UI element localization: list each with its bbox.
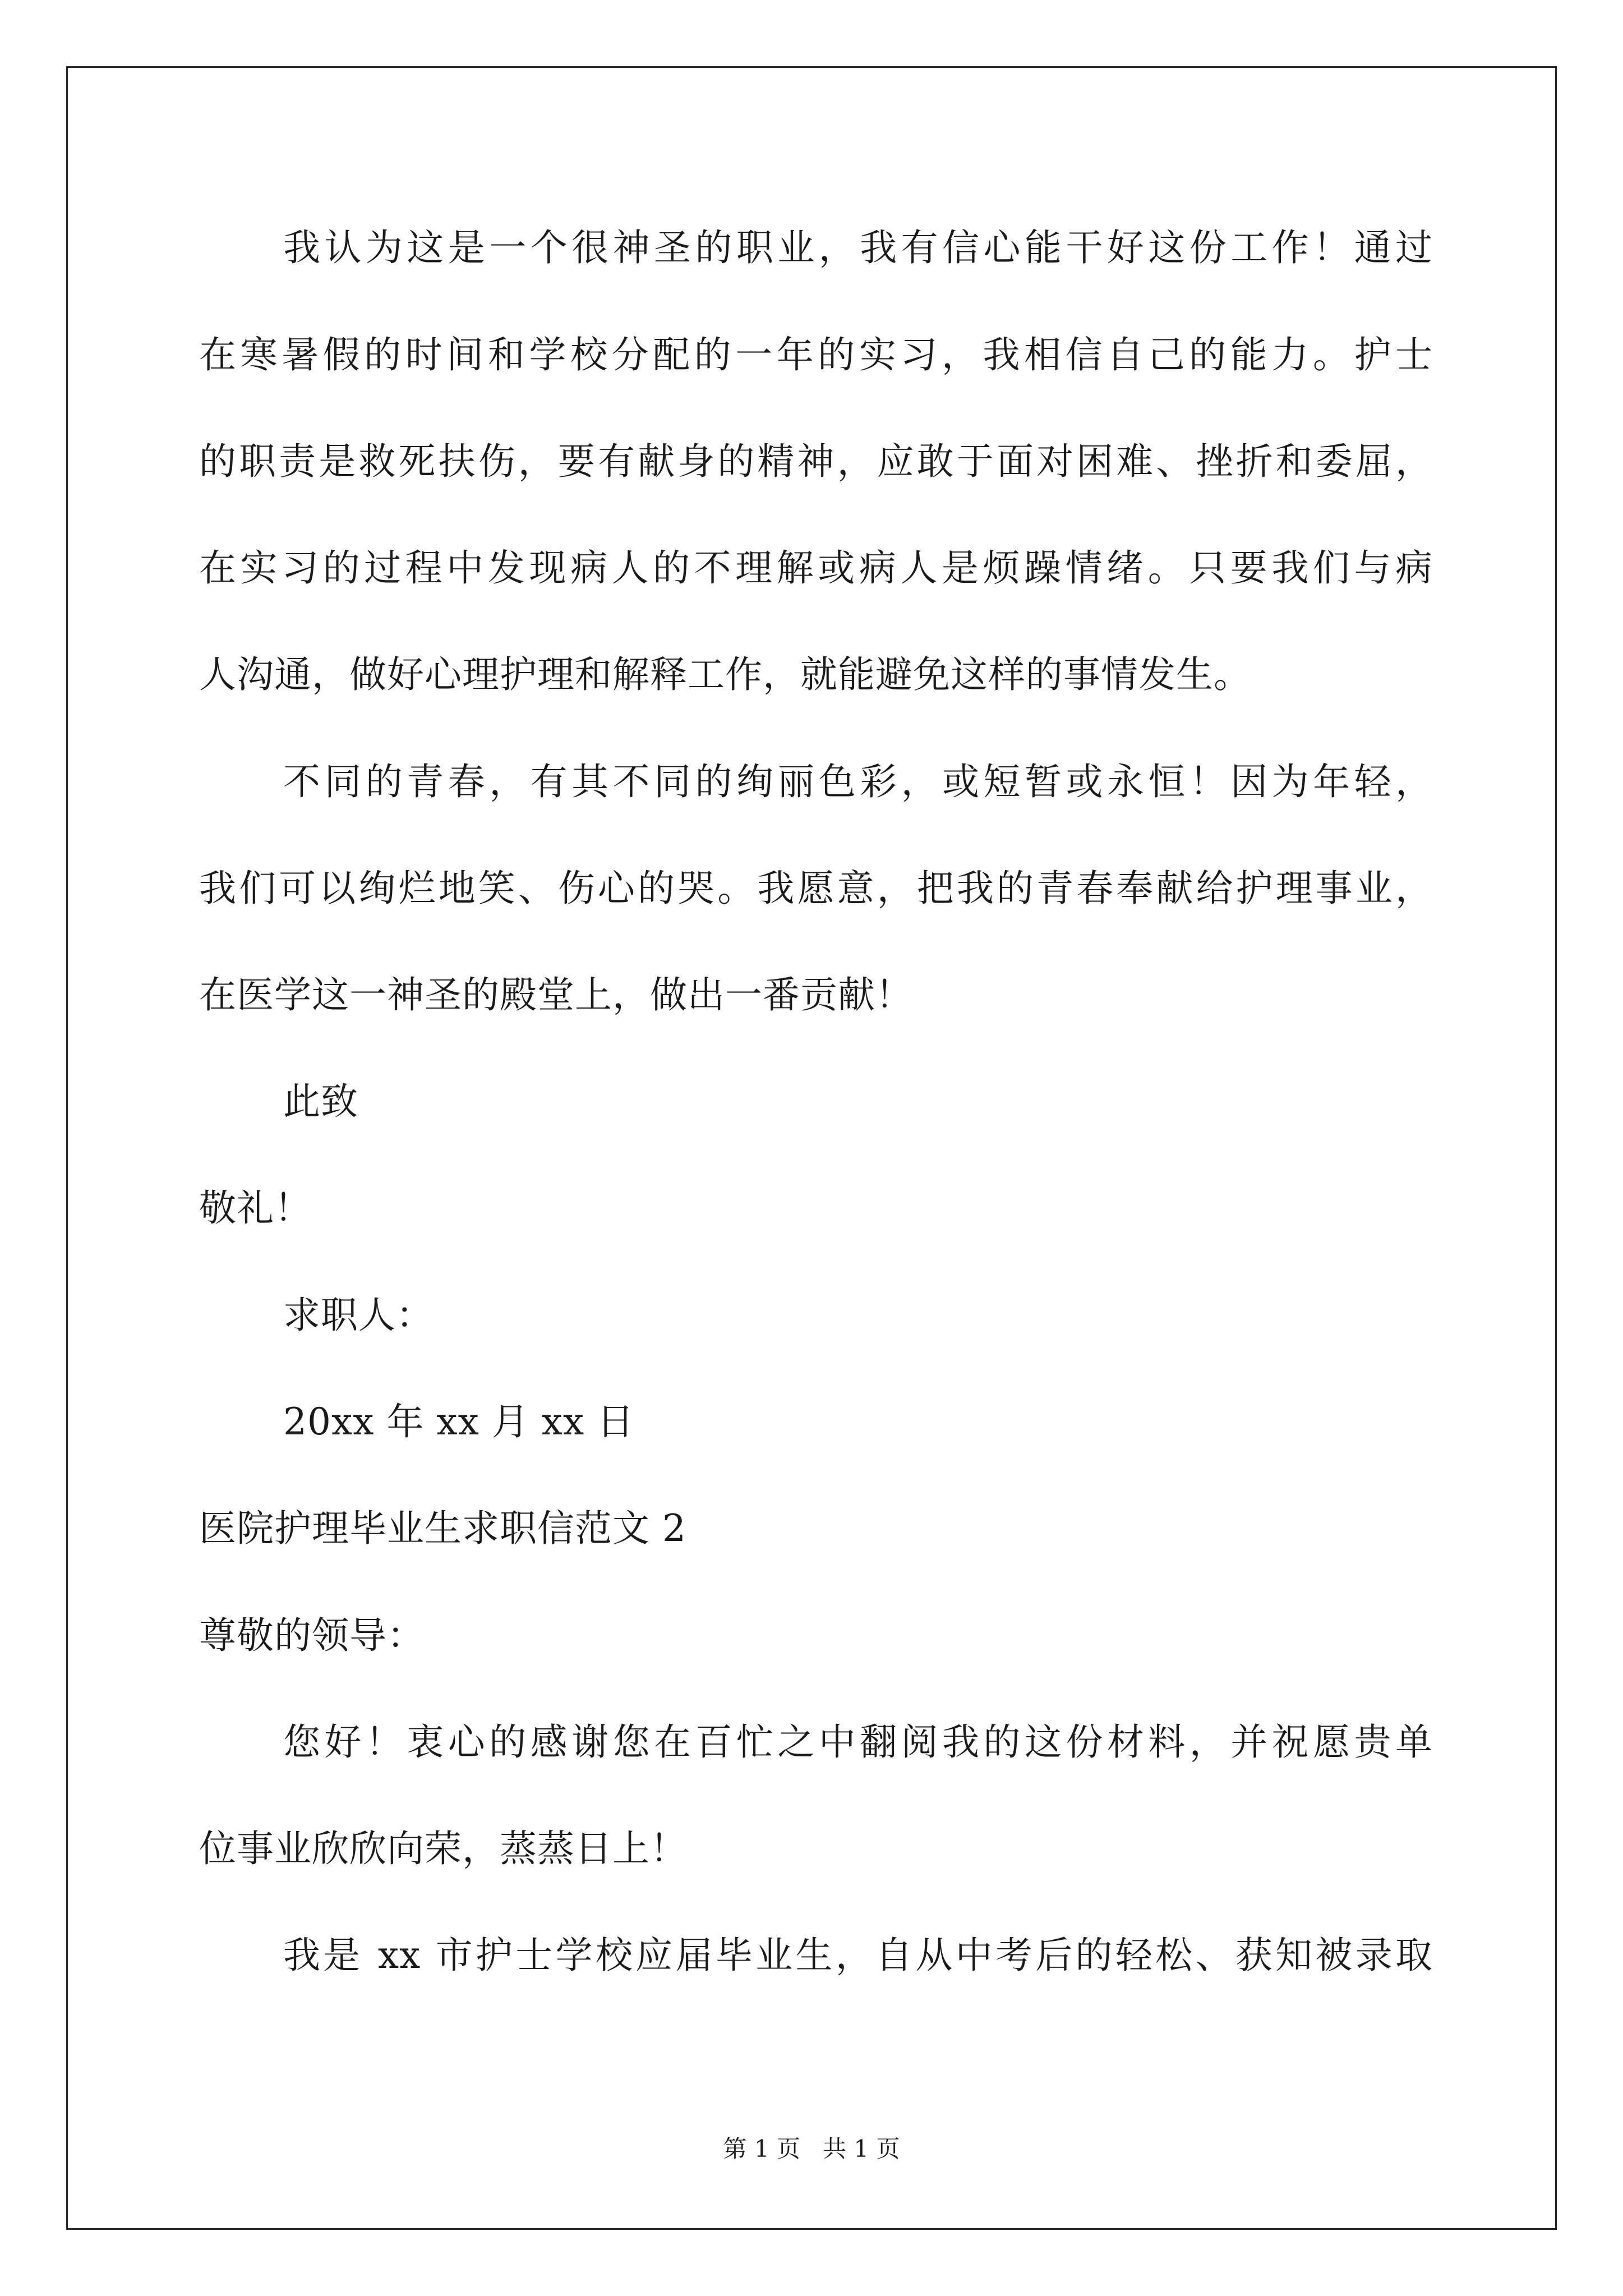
text-line: 人沟通，做好心理护理和解释工作，就能避免这样的事情发生。 [199,653,1251,696]
text-line: 我是 xx 市护士学校应届毕业生，自从中考后的轻松、获知被录取 [283,1934,1433,1977]
signature-label: 求职人： [283,1294,434,1337]
text-line: 在医学这一神圣的殿堂上，做出一番贡献！ [199,973,913,1016]
text-line: 我认为这是一个很神圣的职业，我有信心能干好这份工作！通过 [283,226,1433,269]
text-line: 我们可以绚烂地笑、伤心的哭。我愿意，把我的青春奉献给护理事业， [199,867,1433,910]
text-line: 在寒暑假的时间和学校分配的一年的实习，我相信自己的能力。护士 [199,333,1433,376]
page-border [66,66,1557,2230]
closing-salutation: 此致 [283,1080,358,1123]
text-line: 您好！衷心的感谢您在百忙之中翻阅我的这份材料，并祝愿贵单 [283,1720,1433,1764]
text-line: 位事业欣欣向荣，蒸蒸日上！ [199,1827,688,1870]
date-line: 20xx 年 xx 月 xx 日 [283,1400,635,1443]
text-line: 的职责是救死扶伤，要有献身的精神，应敢于面对困难、挫折和委屈， [199,440,1433,483]
greeting: 尊敬的领导： [199,1614,425,1657]
text-line: 不同的青春，有其不同的绚丽色彩，或短暂或永恒！因为年轻， [283,760,1433,803]
closing-regards: 敬礼！ [199,1186,312,1230]
page-footer: 第 1 页 共 1 页 [723,2135,900,2162]
section-title: 医院护理毕业生求职信范文 2 [199,1507,686,1550]
text-line: 在实习的过程中发现病人的不理解或病人是烦躁情绪。只要我们与病 [199,546,1433,590]
